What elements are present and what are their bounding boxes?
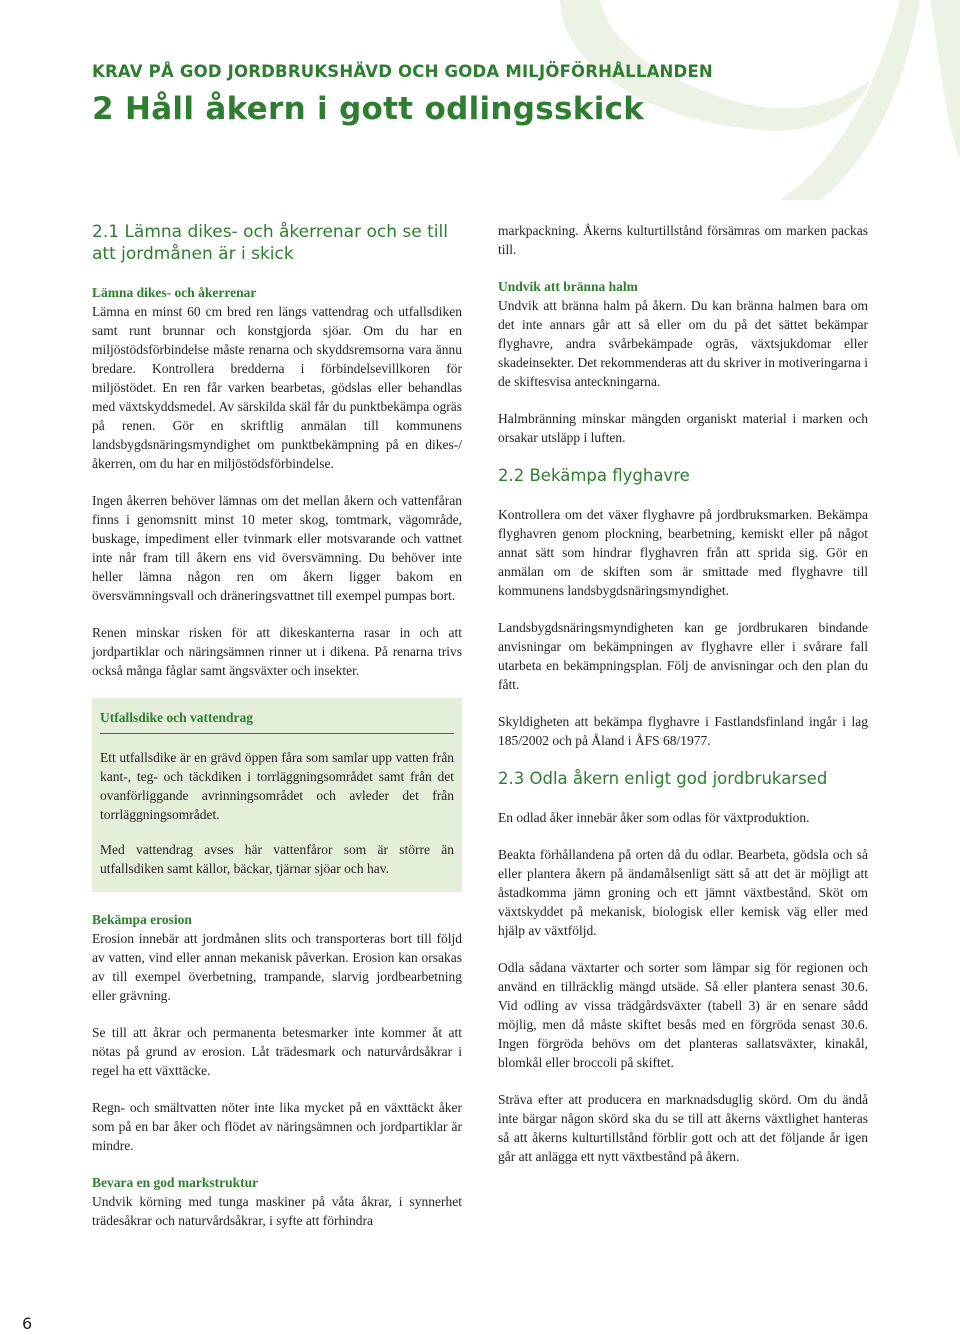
paragraph: Landsbygdsnäringsmyndigheten kan ge jordbrukaren bindande anvisningar om bekämpningen av flyghavre eller i svårare fall utarbeta en bekämpningsplan. Följ de anvisningar och den plan du fått. — [498, 620, 868, 692]
info-box-title: Utfallsdike och vattendrag — [100, 708, 454, 734]
paragraph: Renen minskar risken för att dikeskanterna rasar in och att jordpartiklar och näringsämnen rinner ut i dikena. På renarna trivs också många fåglar samt ängsväxter och insekter. — [92, 625, 462, 678]
right-column — [498, 221, 868, 1184]
paragraph: Beakta förhållandena på orten då du odlar. Bearbeta, gödsla och så eller plantera åkern på ändamålsenligt sätt så att det är möjligt att åstadkomma jämn groning och ett jämnt växtbestånd. Sköt om växtskyddet på mekanisk, biologisk eller kemisk väg eller med hjälp av växtföljd. — [498, 847, 868, 938]
paragraph: Ingen åkerren behöver lämnas om det mellan åkern och vattenfåran finns i genomsnitt minst 10 meter skog, tomtmark, vägområde, buskage, impediment eller tvinmark eller motsvarande och vattnet inte når fram till åkern ens vid översvämning. Du behöver inte heller lämna någon ren om åkern ligger bakom en översvämningsvall och dräneringsvattnet till exempel pumpas bort. — [92, 493, 462, 603]
paragraph: Regn- och smältvatten nöter inte lika mycket på en växttäckt åker som på en bar åker och flödet av näringsämnen och jordpartiklar är mindre. — [92, 1100, 462, 1153]
paragraph: Lämna en minst 60 cm bred ren längs vattendrag och utfallsdiken samt runt brunnar och konstgjorda sjöar. Om du har en miljöstödsförbindelse måste renarna och skyddsremsorna vara ännu bredare. Kontrollera bredderna i förbindelsevillkoren för miljöstödet. En ren får varken bearbetas, gödslas eller behandlas med växtskyddsmedel. Av särskilda skäl får du punktbekämpa ogräs på renen. Gör en skriftlig anmälan till kommunens landsbygdsnäringsmyndighet om punktbekämpning på en dikes-/åkerren, om du har en miljöstödsförbindelse. — [92, 304, 462, 471]
paragraph: Se till att åkrar och permanenta betesmarker inte kommer åt att nötas på grund av erosion. Låt trädesmark och naturvårdsåkrar i regel ha ett växttäcke. — [92, 1025, 462, 1078]
subheading-markstruktur: Bevara en god markstruktur — [92, 1175, 259, 1190]
paragraph: markpackning. Åkerns kulturtillstånd försämras om marken packas till. — [498, 223, 868, 257]
page-title: 2 Håll åkern i gott odlingsskick — [92, 91, 645, 127]
left-column — [92, 221, 462, 1248]
paragraph: Skyldigheten att bekämpa flyghavre i Fastlandsfinland ingår i lag 185/2002 och på Åland i ÅFS 68/1977. — [498, 714, 868, 748]
paragraph: Halmbränning minskar mängden organiskt material i marken och orsakar utsläpp i luften. — [498, 411, 868, 445]
info-box — [92, 698, 462, 892]
section-heading-2-3: 2.3 Odla åkern enligt god jordbrukarsed — [498, 769, 828, 788]
section-heading-2-1: 2.1 Lämna dikes- och åkerrenar och se till att jordmånen är i skick — [92, 222, 448, 264]
subheading-halm: Undvik att bränna halm — [498, 279, 638, 294]
section-heading-2-2: 2.2 Bekämpa flyghavre — [498, 466, 690, 485]
paragraph: Erosion innebär att jordmånen slits och transporteras bort till följd av vatten, vind eller annan mekanisk påverkan. Erosion kan orsakas av till exempel överbetning, trampande, slarvig jordbearbetning eller grävning. — [92, 931, 462, 1003]
paragraph: Odla sådana växtarter och sorter som lämpar sig för regionen och använd en tillräcklig mängd utsäde. Så eller plantera senast 30.6. Vid odling av vissa trädgårdsväxter (tabell 3) är en senare sådd möjlig, men då måste skiftet besås med en förgröda senast 30.6. Ingen förgröda behövs om det planteras sallatsväxter, kinakål, blomkål eller broccoli på skiftet. — [498, 960, 868, 1070]
info-box-paragraph: Med vattendrag avses här vattenfåror som är större än utfallsdiken samt källor, bäckar, tjärnar sjöar och hav. — [100, 842, 454, 876]
subheading-erosion: Bekämpa erosion — [92, 912, 192, 927]
paragraph: Undvik körning med tunga maskiner på våta åkrar, i synnerhet trädesåkrar och naturvårdsåkrar, i syfte att förhindra — [92, 1194, 462, 1228]
chapter-kicker: KRAV PÅ GOD JORDBRUKSHÄVD OCH GODA MILJÖFÖRHÅLLANDEN — [92, 62, 713, 81]
info-box-paragraph: Ett utfallsdike är en grävd öppen fåra som samlar upp vatten från kant-, teg- och täckdiken i torrläggningsområdet samt från det ovanförliggande avrinningsområdet och avleder det från torrläggningsområdet. — [100, 750, 454, 822]
page-number: 6 — [22, 1314, 33, 1333]
paragraph: Kontrollera om det växer flyghavre på jordbruksmarken. Bekämpa flyghavren genom plockning, bearbetning, kemiskt eller på något annat sätt som hindrar flyghavren från att sprida sig. Gör en anmälan om de skiften som är smittade med flyghavre till kommunens landsbygdsnäringsmyndighet. — [498, 507, 868, 598]
paragraph: En odlad åker innebär åker som odlas för växtproduktion. — [498, 810, 810, 825]
paragraph: Undvik att bränna halm på åkern. Du kan bränna halmen bara om det inte annars går att så eller om du på det sättet bekämpar flyghavre, andra svårbekämpade ogräs, växtsjukdomar eller skadeinsekter. Det rekommenderas att du skriver in motiveringarna i de skiftesvisa anteckningarna. — [498, 298, 869, 389]
subheading-renar: Lämna dikes- och åkerrenar — [92, 285, 257, 300]
page-header — [92, 62, 713, 127]
paragraph: Sträva efter att producera en marknadsduglig skörd. Om du ändå inte bärgar någon skörd ska du se till att åkerns växtlighet hanteras så att åkerns kulturtillstånd förblir gott och att det följande år igen går att anlägga ett nytt växtbestånd på åkern. — [498, 1092, 868, 1164]
